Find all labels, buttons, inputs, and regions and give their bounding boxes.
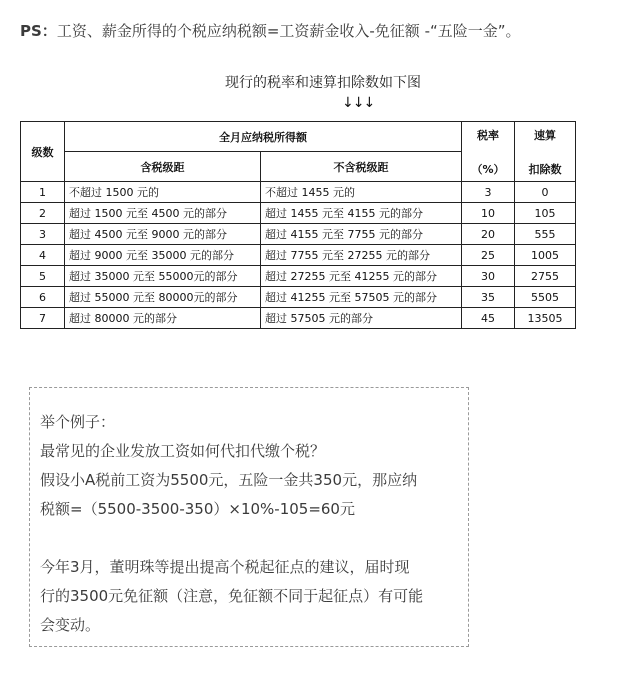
cell-inclusive: 超过 4500 元至 9000 元的部分 <box>65 224 261 245</box>
cell-exclusive: 超过 27255 元至 41255 元的部分 <box>261 266 462 287</box>
example-assumption: 假设小A税前工资为5500元，五险一金共350元，那应纳 <box>40 471 418 489</box>
cell-inclusive: 超过 9000 元至 35000 元的部分 <box>65 245 261 266</box>
cell-rate: 45 <box>462 308 515 329</box>
example-news-line-2: 行的3500元免征额（注意，免征额不同于起征点）有可能 <box>40 587 424 605</box>
header-deduction-label-2: 扣除数 <box>528 162 562 176</box>
cell-inclusive: 不超过 1500 元的 <box>65 182 261 203</box>
table-row <box>21 287 576 308</box>
header-deduction-label-1: 速算 <box>534 128 556 142</box>
example-box <box>29 387 469 647</box>
cell-exclusive: 不超过 1455 元的 <box>261 182 462 203</box>
cell-inclusive: 超过 55000 元至 80000元的部分 <box>65 287 261 308</box>
example-formula: 税额=（5500-3500-350）×10%-105=60元 <box>40 500 355 518</box>
example-news-line-1: 今年3月，董明珠等提出提高个税起征点的建议，届时现 <box>40 558 410 576</box>
cell-deduction: 555 <box>515 224 576 245</box>
cell-level: 2 <box>21 203 65 224</box>
header-monthly-income: 全月应纳税所得额 <box>65 122 462 152</box>
paragraph-spacer <box>40 524 465 553</box>
cell-deduction: 105 <box>515 203 576 224</box>
cell-inclusive: 超过 80000 元的部分 <box>65 308 261 329</box>
cell-level: 3 <box>21 224 65 245</box>
cell-rate: 3 <box>462 182 515 203</box>
cell-inclusive: 超过 35000 元至 55000元的部分 <box>65 266 261 287</box>
cell-rate: 20 <box>462 224 515 245</box>
example-question: 最常见的企业发放工资如何代扣代缴个税？ <box>40 442 326 460</box>
cell-exclusive: 超过 1455 元至 4155 元的部分 <box>261 203 462 224</box>
cell-deduction: 5505 <box>515 287 576 308</box>
ps-label: PS： <box>20 22 57 40</box>
cell-deduction: 2755 <box>515 266 576 287</box>
cell-exclusive: 超过 41255 元至 57505 元的部分 <box>261 287 462 308</box>
header-tax-inclusive: 含税级距 <box>65 152 261 182</box>
example-heading: 举个例子： <box>40 413 116 431</box>
cell-level: 1 <box>21 182 65 203</box>
example-news-line-3: 会变动。 <box>40 616 101 634</box>
table-row <box>21 182 576 203</box>
cell-inclusive: 超过 1500 元至 4500 元的部分 <box>65 203 261 224</box>
ps-text: 工资、薪金所得的个税应纳税额=工资薪金收入-免征额 -“五险一金”。 <box>56 22 521 40</box>
header-rate <box>462 122 515 182</box>
ps-note <box>20 20 610 42</box>
header-tax-exclusive: 不含税级距 <box>261 152 462 182</box>
table-row <box>21 203 576 224</box>
cell-deduction: 0 <box>515 182 576 203</box>
down-arrows-icon: ↓↓↓ <box>342 95 375 111</box>
cell-level: 5 <box>21 266 65 287</box>
cell-level: 6 <box>21 287 65 308</box>
cell-level: 4 <box>21 245 65 266</box>
cell-rate: 30 <box>462 266 515 287</box>
cell-rate: 35 <box>462 287 515 308</box>
table-row <box>21 245 576 266</box>
cell-rate: 10 <box>462 203 515 224</box>
table-row <box>21 266 576 287</box>
cell-deduction: 13505 <box>515 308 576 329</box>
tax-rate-table <box>20 121 576 329</box>
table-row <box>21 224 576 245</box>
cell-exclusive: 超过 4155 元至 7755 元的部分 <box>261 224 462 245</box>
header-rate-label: 税率 <box>477 128 499 142</box>
example-text <box>40 408 465 640</box>
header-level: 级数 <box>21 122 65 182</box>
table-row <box>21 308 576 329</box>
cell-deduction: 1005 <box>515 245 576 266</box>
cell-exclusive: 超过 7755 元至 27255 元的部分 <box>261 245 462 266</box>
cell-level: 7 <box>21 308 65 329</box>
cell-exclusive: 超过 57505 元的部分 <box>261 308 462 329</box>
table-caption: 现行的税率和速算扣除数如下图 <box>225 75 421 91</box>
cell-rate: 25 <box>462 245 515 266</box>
header-rate-unit: （%） <box>471 162 505 176</box>
header-deduction <box>515 122 576 182</box>
